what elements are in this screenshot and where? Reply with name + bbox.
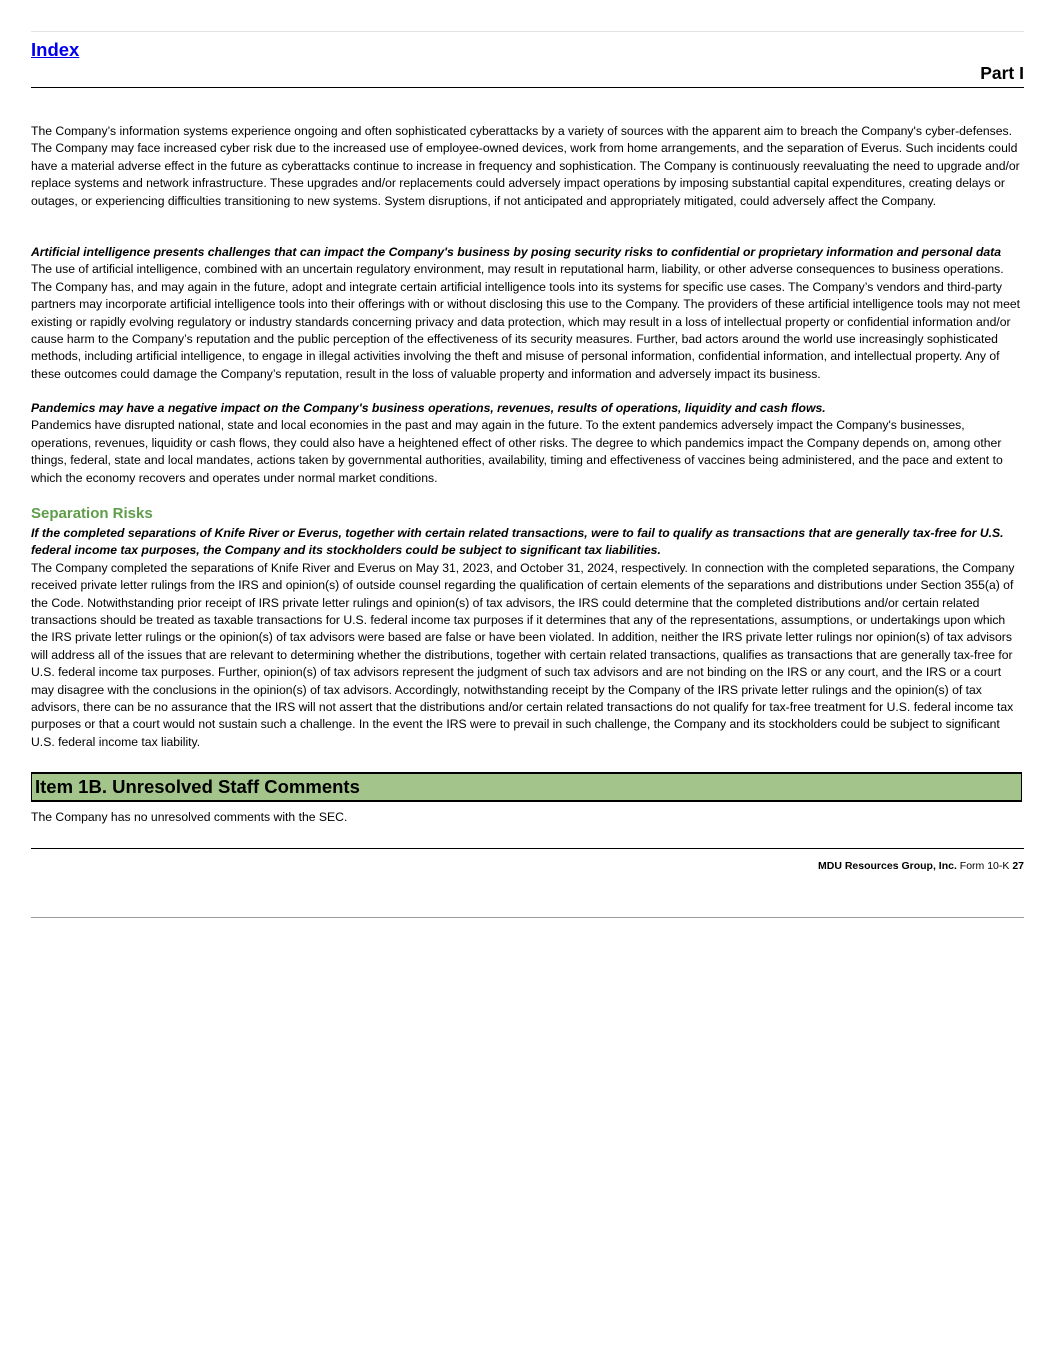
ai-risk-block (31, 244, 1024, 383)
bottom-divider (31, 917, 1024, 918)
page-number: 27 (1012, 860, 1024, 872)
footer-divider (31, 848, 1024, 849)
separation-risk-heading: If the completed separations of Knife River or Everus, together with certain related transactions, were to fail to qualify as transactions that are generally tax-free for U.S. federal income tax purposes, the Company and its stockholders could be subject to significant tax liabilities. (31, 526, 1004, 558)
separation-risks-heading: Separation Risks (31, 505, 153, 522)
index-link[interactable]: Index (31, 39, 80, 60)
footer-company: MDU Resources Group, Inc. (818, 860, 957, 872)
separation-risk-body: The Company completed the separations of Knife River and Everus on May 31, 2023, and October 31, 2024, respectively. In connection with the completed separations, the Company received private letter rulings from the IRS and opinion(s) of outside counsel regarding the qualification of certain elements of the separations and distributions under Section 355(a) of the Code. Notwithstanding prior receipt of IRS private letter rulings and opinion(s) of tax advisors, the IRS could determine that the completed distributions and/or certain related transactions should be treated as taxable transactions for U.S. federal income tax purposes if it determines that any of the representations, assumptions, or undertakings upon which the IRS private letter rulings or the opinion(s) of tax advisors were based are false or have been violated. In addition, neither the IRS private letter rulings nor opinion(s) of tax advisors will address all of the issues that are relevant to determining whether the distributions, together with certain related transactions, qualifies as transactions that are generally tax-free for U.S. federal income tax purposes. Further, opinion(s) of tax advisors represent the judgment of such tax advisors and are not binding on the IRS or any court, and the IRS or a court may disagree with the conclusions in the opinion(s) of tax advisors. Accordingly, notwithstanding receipt by the Company of the IRS private letter rulings and the opinion(s) of tax advisors, there can be no assurance that the IRS will not assert that the distributions and/or certain related transactions do not qualify for tax-free treatment for U.S. federal income tax purposes or that a court would not sustain such a challenge. In the event the IRS were to prevail in such challenge, the Company and its stockholders could be subject to significant U.S. federal income tax liability. (31, 560, 1015, 749)
cyber-risk-paragraph: The Company’s information systems experience ongoing and often sophisticated cyberattacks by a variety of sources with the apparent aim to breach the Company's cyber-defenses. The Company may face increased cyber risk due to the increased use of employee-owned devices, work from home arrangements, and the separation of Everus. Such incidents could have a material adverse effect in the future as cyberattacks continue to increase in frequency and sophistication. The Company is continuously reevaluating the need to upgrade and/or replace systems and network infrastructure. These upgrades and/or replacements could adversely impact operations by imposing substantial capital expenditures, creating delays or outages, or experiencing difficulties transitioning to new systems. System disruptions, if not anticipated and appropriately mitigated, could adversely affect the Company. (31, 124, 1020, 208)
item-1b-banner (31, 772, 1022, 802)
item-1b-text: The Company has no unresolved comments with the SEC. (31, 810, 348, 824)
pandemic-risk-block (31, 400, 1024, 487)
pandemic-risk-body: Pandemics have disrupted national, state and local economies in the past and may again in the future. To the extent pandemics adversely impact the Company's businesses, operations, revenues, liquidity or cash flows, they could also have a heightened effect of other risks. The degree to which pandemics impact the Company depends on, among other things, federal, state and local mandates, actions taken by governmental authorities, availability, timing and effectiveness of vaccines being administered, and the pace and extent to which the economy recovers and operates under normal market conditions. (31, 418, 1003, 485)
separation-risk-block (31, 525, 1024, 751)
page-footer (818, 859, 1024, 873)
ai-risk-heading: Artificial intelligence presents challenges that can impact the Company's business by posing security risks to confidential or proprietary information and personal data (31, 245, 1002, 259)
part-label: Part I (980, 63, 1024, 83)
footer-form: Form 10-K (959, 860, 1010, 872)
pandemic-risk-heading: Pandemics may have a negative impact on the Company's business operations, revenues, results of operations, liquidity and cash flows. (31, 401, 826, 415)
top-divider (31, 31, 1024, 32)
ai-risk-body: The use of artificial intelligence, combined with an uncertain regulatory environment, may result in reputational harm, liability, or other adverse consequences to business operations. The Company has, and may again in the future, adopt and integrate certain artificial intelligence tools into its systems for specific use cases. The Company’s vendors and third-party partners may incorporate artificial intelligence tools into their offerings with or without disclosing this use to the Company. The providers of these artificial intelligence tools may not meet existing or rapidly evolving regulatory or industry standards concerning privacy and data protection, which may result in a loss of intellectual property or confidential information and/or cause harm to the Company’s reputation and the public perception of the effectiveness of its security measures. Further, bad actors around the world use increasingly sophisticated methods, including artificial intelligence, to engage in illegal activities involving the theft and misuse of personal information, confidential information, and intellectual property. Any of these outcomes could damage the Company’s reputation, result in the loss of valuable property and information and adversely impact its business. (31, 262, 1021, 381)
header-divider (31, 87, 1024, 88)
item-1b-title: Item 1B. Unresolved Staff Comments (35, 776, 360, 797)
